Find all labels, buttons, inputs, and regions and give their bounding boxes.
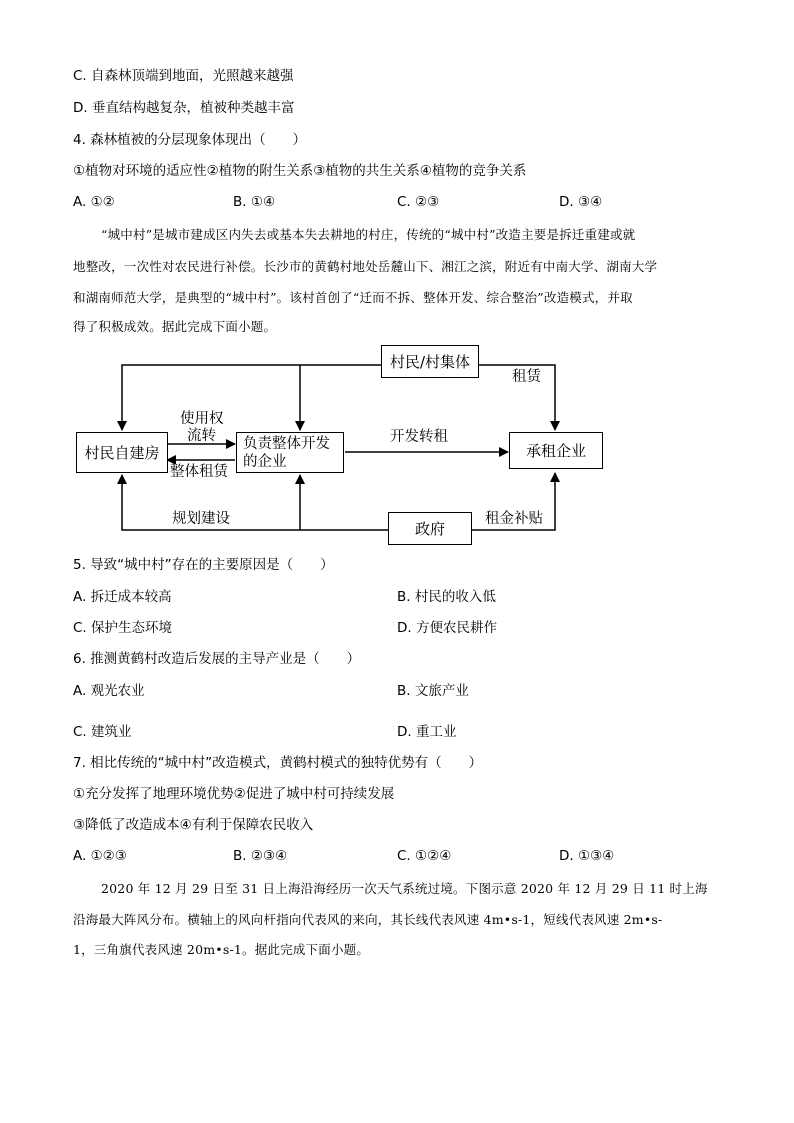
q4-option-d: D. ③④ <box>559 194 603 210</box>
q7-items-1: ①充分发挥了地理环境优势②促进了城中村可持续发展 <box>73 786 395 802</box>
q6-option-a: A. 观光农业 <box>73 683 145 699</box>
developer-line-2: 的企业 <box>243 453 287 470</box>
label-whole-rent: 整体租赁 <box>170 464 228 480</box>
q5-stem: 5. 导致“城中村”存在的主要原因是（ ） <box>73 557 334 573</box>
passage2-line-2: 沿海最大阵风分布。横轴上的风向杆指向代表风的来向，其长线代表风速 4m•s-1，短线代表风速 2m•s- <box>73 912 663 927</box>
q6-option-b: B. 文旅产业 <box>397 683 469 699</box>
label-use-rights-2: 流转 <box>187 428 216 444</box>
q5-option-c: C. 保护生态环境 <box>73 620 173 636</box>
q6-option-c: C. 建筑业 <box>73 724 132 740</box>
q7-option-c: C. ①②④ <box>397 848 452 864</box>
lessee-enterprise-box: 承租企业 <box>509 432 603 469</box>
passage1-line-4: 得了积极成效。据此完成下面小题。 <box>73 319 277 334</box>
q7-option-a: A. ①②③ <box>73 848 127 864</box>
developer-enterprise-box <box>236 432 344 473</box>
q7-items-2: ③降低了改造成本④有利于保障农民收入 <box>73 817 314 833</box>
q6-option-d: D. 重工业 <box>397 724 457 740</box>
label-planning: 规划建设 <box>172 511 230 527</box>
q4-items: ①植物对环境的适应性②植物的附生关系③植物的共生关系④植物的竞争关系 <box>73 163 527 179</box>
q5-option-b: B. 村民的收入低 <box>397 589 496 605</box>
label-rent-subsidy: 租金补贴 <box>485 511 543 527</box>
q5-option-d: D. 方便农民耕作 <box>397 620 497 636</box>
q6-stem: 6. 推测黄鹤村改造后发展的主导产业是（ ） <box>73 651 361 667</box>
q4-option-b: B. ①④ <box>233 194 276 210</box>
q3-option-c: C. 自森林顶端到地面，光照越来越强 <box>73 68 294 84</box>
q7-option-b: B. ②③④ <box>233 848 288 864</box>
passage1-line-1: “城中村”是城市建成区内失去或基本失去耕地的村庄，传统的“城中村”改造主要是拆迁重建或就 <box>101 227 636 242</box>
passage1-line-2: 地整改，一次性对农民进行补偿。长沙市的黄鹤村地处岳麓山下、湘江之滨，附近有中南大学、湖南大学 <box>73 259 658 274</box>
passage2-line-1: 2020 年 12 月 29 日至 31 日上海沿海经历一次天气系统过境。下图示意 2020 年 12 月 29 日 11 时上海 <box>101 881 708 896</box>
q4-option-a: A. ①② <box>73 194 115 210</box>
passage1-line-3: 和湖南师范大学，是典型的“城中村”。该村首创了“迁而不拆、整体开发、综合整治”改造模式，并取 <box>73 290 633 305</box>
label-use-rights-1: 使用权 <box>180 411 224 427</box>
village-renovation-diagram <box>70 340 610 550</box>
passage2-line-3: 1，三角旗代表风速 20m•s-1。据此完成下面小题。 <box>73 942 370 957</box>
villager-houses-box: 村民自建房 <box>76 432 168 473</box>
q3-option-d: D. 垂直结构越复杂，植被种类越丰富 <box>73 100 295 116</box>
q4-stem: 4. 森林植被的分层现象体现出（ ） <box>73 132 307 148</box>
label-lease: 租赁 <box>512 369 541 385</box>
government-box: 政府 <box>388 512 472 545</box>
q4-option-c: C. ②③ <box>397 194 440 210</box>
label-develop-sublease: 开发转租 <box>390 429 448 445</box>
q7-stem: 7. 相比传统的“城中村”改造模式，黄鹤村模式的独特优势有（ ） <box>73 755 483 771</box>
q7-option-d: D. ①③④ <box>559 848 615 864</box>
q5-option-a: A. 拆迁成本较高 <box>73 589 172 605</box>
villagers-collective-box: 村民/村集体 <box>381 345 479 378</box>
developer-line-1: 负责整体开发 <box>243 435 330 452</box>
